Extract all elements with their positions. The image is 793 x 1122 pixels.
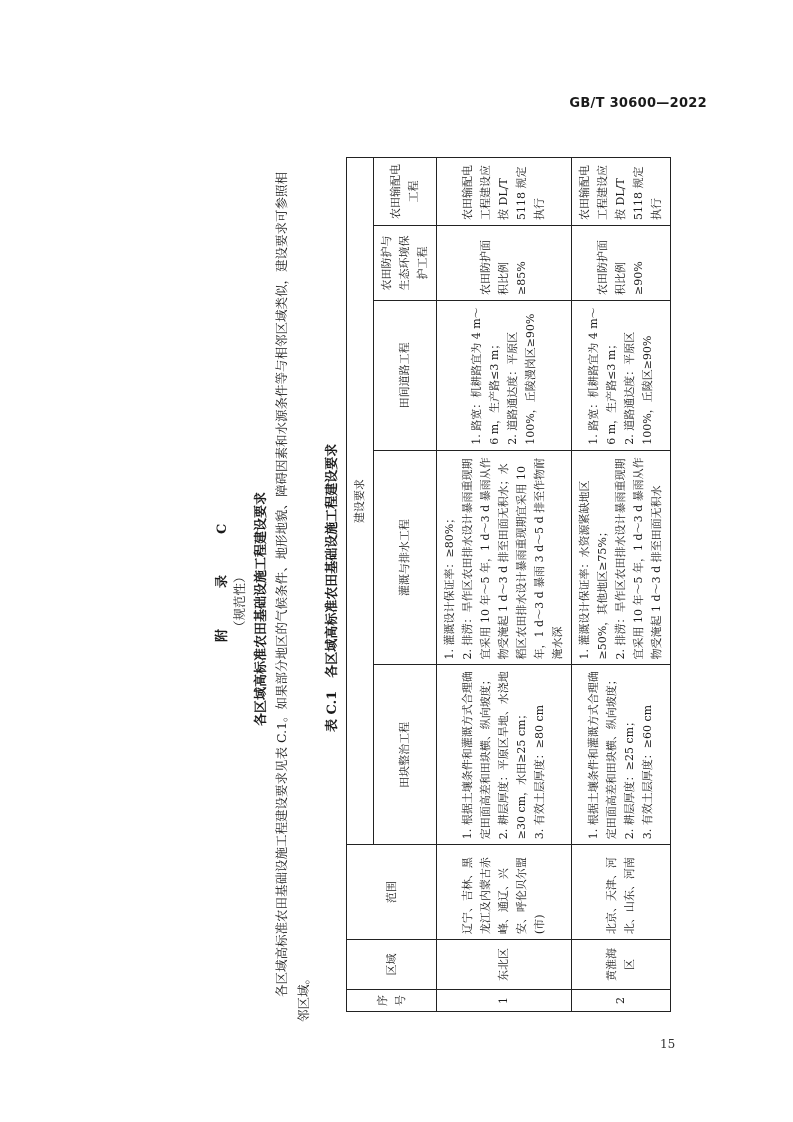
irrigation-item: 1. 灌溉设计保证率：水资源紧缺地区≥50%，其他地区≥75%； — [578, 480, 609, 660]
col-field-header: 田块整治工程 — [374, 665, 437, 845]
row-protection: 农田防护面积比例≥85% — [437, 226, 572, 301]
table-row — [572, 158, 671, 1012]
field-item: 2. 耕层厚度：平原区旱地、水浇地≥30 cm，水田≥25 cm； — [497, 671, 528, 840]
appendix-title: 附 录 C — [215, 509, 230, 642]
appendix-intro: 各区域高标准农田基础设施工程建设要求见表 C.1。如果部分地区的气候条件、地形地貌、障碍因素和水源条件等与相邻区域类似，建设要求可参照相邻区域。 — [274, 171, 311, 1022]
road-item: 2. 道路通达度：平原区100%，丘陵区≥90% — [623, 331, 654, 445]
row-region: 黄淮海区 — [572, 940, 671, 990]
col-power-header: 农田输配电工程 — [374, 158, 437, 226]
row-scope: 辽宁、吉林、黑龙江及内蒙古赤峰、通辽、兴安、呼伦贝尔盟(市) — [437, 845, 572, 940]
row-power: 农田输配电工程建设应按 DL/T 5118 规定执行 — [437, 158, 572, 226]
standard-code: GB/T 30600—2022 — [569, 96, 707, 111]
row-field — [572, 665, 671, 845]
row-field — [437, 665, 572, 845]
row-irrigation — [437, 450, 572, 665]
header-row-1 — [347, 158, 374, 1012]
row-no: 2 — [572, 990, 671, 1012]
irrigation-item: 2. 排涝：旱作区农田排水设计暴雨重现期宜采用 10 年～5 年，1 d～3 d 暴雨从作物受淹起 1 d～3 d 排至田面无积水 — [614, 457, 663, 660]
col-group-header: 建设要求 — [347, 158, 374, 845]
row-protection: 农田防护面积比例≥90% — [572, 226, 671, 301]
table-caption: 表 C.1 各区域高标准农田基础设施工程建设要求 — [325, 443, 340, 732]
appendix-normative: （规范性） — [232, 570, 247, 633]
requirements-table — [346, 157, 671, 1012]
road-item: 1. 路宽：机耕路宜为 4 m～6 m，生产路≤3 m； — [587, 307, 618, 445]
col-no-header: 序号 — [347, 990, 437, 1012]
irrigation-item: 2. 排涝：旱作区农田排水设计暴雨重现期宜采用 10 年～5 年，1 d～3 d 暴雨从作物受淹起 1 d～3 d 排至田面无积水；水稻区农田排水设计暴雨重现期宜采用 10 年，1 d～3 d 暴雨 3 d～5 d 排至作物耐淹水深 — [461, 457, 564, 660]
irrigation-item: 1. 灌溉设计保证率：≥80%； — [443, 512, 456, 660]
appendix-subtitle: 各区域高标准农田基础设施工程建设要求 — [254, 491, 269, 726]
row-road — [437, 300, 572, 450]
page-number: 15 — [660, 1037, 676, 1051]
row-scope: 北京、天津、河北、山东、河南 — [572, 845, 671, 940]
field-item: 3. 有效土层厚度：≥60 cm — [641, 704, 654, 840]
road-item: 1. 路宽：机耕路宜为 4 m～6 m，生产路≤3 m； — [470, 307, 501, 445]
field-item: 1. 根据土壤条件和灌溉方式合理确定田面高差和田块横、纵向坡度； — [587, 671, 618, 840]
road-item: 2. 道路通达度：平原区100%，丘陵漫岗区≥90% — [506, 313, 537, 445]
col-region-header: 区域 — [347, 940, 437, 990]
col-scope-header: 范围 — [347, 845, 437, 940]
col-irrigation-header: 灌溉与排水工程 — [374, 450, 437, 665]
row-irrigation — [572, 450, 671, 665]
row-no: 1 — [437, 990, 572, 1012]
col-protection-header: 农田防护与生态环境保护工程 — [374, 226, 437, 301]
row-region: 东北区 — [437, 940, 572, 990]
col-road-header: 田间道路工程 — [374, 300, 437, 450]
field-item: 3. 有效土层厚度：≥80 cm — [533, 704, 546, 840]
field-item: 1. 根据土壤条件和灌溉方式合理确定田面高差和田块横、纵向坡度； — [461, 671, 492, 840]
table-row — [437, 158, 572, 1012]
row-power: 农田输配电工程建设应按 DL/T 5118 规定执行 — [572, 158, 671, 226]
row-road — [572, 300, 671, 450]
field-item: 2. 耕层厚度：≥25 cm； — [623, 715, 636, 840]
rotated-page-content — [211, 152, 691, 1022]
